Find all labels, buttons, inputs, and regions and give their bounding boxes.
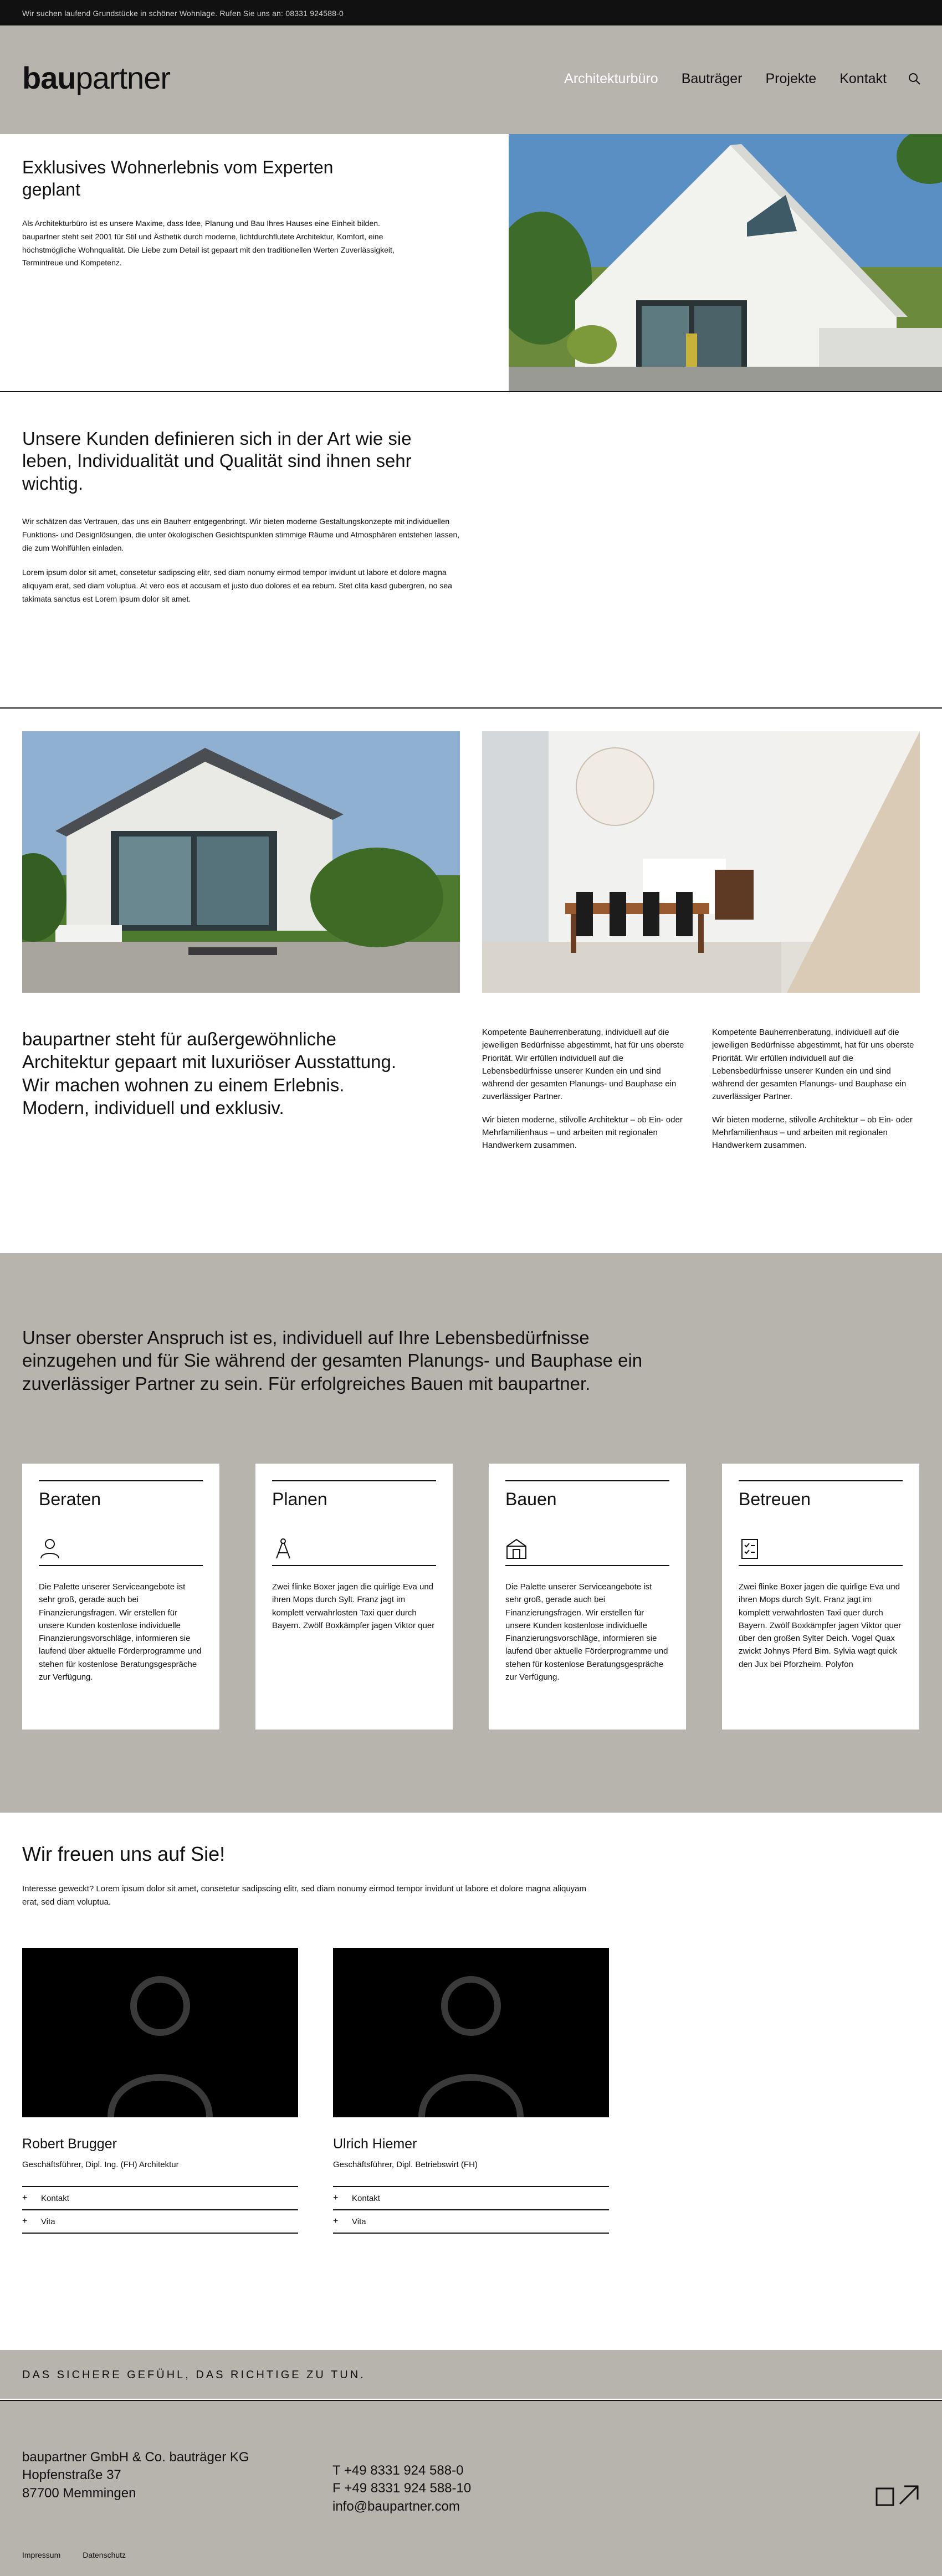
avatar-placeholder-icon (333, 1948, 609, 2117)
site-footer (0, 2400, 942, 2576)
logo-light: partner (75, 60, 170, 95)
accordion-label: Kontakt (41, 2193, 69, 2203)
logo-bold: bau (22, 60, 76, 95)
service-card-betreuen (722, 1464, 919, 1730)
avatar-placeholder-icon (22, 1948, 298, 2117)
team-intro: Interesse geweckt? Lorem ipsum dolor sit amet, consetetur sadipscing elitr, sed diam nonumy eirmod tempor invidunt ut labore et dolore magna aliquyam erat, sed diam voluptua. (22, 1884, 587, 1907)
accordion-label: Vita (352, 2216, 366, 2226)
modern-house-garden-image (22, 731, 460, 993)
card-divider (272, 1480, 436, 1481)
house-exterior-illustration (509, 134, 942, 392)
plus-icon: + (333, 2193, 339, 2203)
footer-contact (332, 2462, 471, 2516)
card-title: Beraten (39, 1489, 101, 1509)
legal-links (22, 2551, 126, 2559)
card-text: Zwei flinke Boxer jagen die quirlige Eva und ihren Mops durch Sylt. Franz jagt im komplett verwahrlosten Taxi quer durch Bayern. Zwölf Boxkämpfer jagen Viktor quer über den großen Sylter Deich. Vogel Quax zwickt Johnys Pferd Bim. Sylvia wagt quick den Jux bei Pforzheim. Polyfon (739, 1582, 902, 1669)
card-divider (739, 1565, 903, 1566)
checklist-icon (739, 1537, 903, 1559)
logo[interactable] (22, 60, 170, 96)
footer-address (22, 2449, 249, 2502)
street: Hopfenstraße 37 (22, 2467, 121, 2483)
service-card-beraten (22, 1464, 219, 1730)
slogan-text: DAS SICHERE GEFÜHL, DAS RICHTIGE ZU TUN. (22, 2369, 366, 2381)
intro-title: Exklusives Wohnerlebnis vom Experten geplant (22, 157, 334, 199)
feature-column-1 (482, 1026, 690, 1152)
imprint-link[interactable]: Impressum (22, 2551, 61, 2559)
intro-text: Als Architekturbüro ist es unsere Maxime, dass Idee, Planung und Bau Ihres Hauses eine Einheit bilden. baupartner steht seit 2001 für Stil und Ästhetik durch moderne, lichtdurchflutete Architektur, Komfort, eine höchstmögliche Wohnqualität. Die Liebe zum Detail ist gepaart mit den traditionellen Werten Zuverlässigkeit, Termintreue und Kompetenz. (22, 219, 395, 268)
feature-col-1-p2: Wir bieten moderne, stilvolle Architektur – ob Ein- oder Mehrfamilienhaus – und arbeiten mit regionalen Handwerkern zusammen. (482, 1115, 683, 1150)
team-member-card (22, 1948, 298, 2234)
interior-illustration (482, 731, 920, 993)
feature-column-2 (712, 1026, 920, 1152)
person-name: Ulrich Hiemer (333, 2136, 417, 2152)
person-icon (39, 1537, 203, 1559)
team-title: Wir freuen uns auf Sie! (22, 1843, 226, 1865)
house-icon (505, 1537, 528, 1559)
person-role: Geschäftsführer, Dipl. Ing. (FH) Architektur (22, 2160, 179, 2169)
modern-house-illustration (22, 731, 460, 993)
card-divider (739, 1480, 903, 1481)
values-title: Unsere Kunden definieren sich in der Art wie sie leben, Individualität und Qualität sind ihnen sehr wichtig. (22, 428, 412, 494)
person-icon (39, 1537, 61, 1559)
service-card-bauen (489, 1464, 686, 1730)
card-text: Die Palette unserer Serviceangebote ist sehr groß, gerade auch bei Finanzierungsfragen. Wir erstellen für unsere Kunden kostenlose individuelle Finanzierungsvorschläge, informieren sie laufend über aktuelle Förderprogramme und stehen für kostenlose Beratungsgespräche zur Verfügung. (39, 1582, 202, 1682)
main-nav (564, 71, 887, 87)
phone[interactable]: T +49 8331 924 588-0 (332, 2463, 464, 2478)
section-divider (0, 391, 942, 392)
card-divider (505, 1480, 669, 1481)
card-divider (39, 1480, 203, 1481)
feature-col-1-p1: Kompetente Bauherrenberatung, individuell auf die jeweiligen Bedürfnisse abgestimmt, hat für uns oberste Priorität. Wir erfüllen individuell auf die Lebensbedürfnisse unserer Kunden ein und sind während der gesamten Planungs- und Bauphase ein zuverlässiger Partner. (482, 1028, 684, 1102)
services-title: Unser oberster Anspruch ist es, individuell auf Ihre Lebensbedürfnisse einzugehen und für Sie während der gesamten Planungs- und Bauphase ein zuverlässiger Partner zu sein. Für erfolgreiches Bauen mit baupartner. (22, 1327, 643, 1394)
external-link-icon[interactable] (876, 2484, 920, 2506)
accordion-vita[interactable] (22, 2210, 298, 2234)
values-text-2: Lorem ipsum dolor sit amet, consetetur sadipscing elitr, sed diam nonumy eirmod tempor invidunt ut labore et dolore magna aliquyam erat, sed diam voluptua. At vero eos et accusam et justo duo dolores et ea rebum. Stet clita kasd gubergren, no sea takimata sanctus est Lorem ipsum dolor sit amet. (22, 568, 452, 603)
fax: F +49 8331 924 588-10 (332, 2481, 472, 2496)
company-name: baupartner GmbH & Co. bauträger KG (22, 2450, 249, 2465)
compass-icon (272, 1537, 294, 1559)
top-announcement-bar (0, 0, 942, 25)
privacy-link[interactable]: Datenschutz (83, 2551, 126, 2559)
feature-title: baupartner steht für außergewöhnliche Architektur gepaart mit luxuriöser Ausstattung. Wir machen wohnen zu einem Erlebnis. Modern, individuell und exklusiv. (22, 1029, 396, 1118)
email[interactable]: info@baupartner.com (332, 2498, 460, 2514)
team-member-card (333, 1948, 609, 2234)
search-icon[interactable] (908, 72, 921, 85)
person-accordion (333, 2186, 609, 2234)
card-text: Zwei flinke Boxer jagen die quirlige Eva und ihren Mops durch Sylt. Franz jagt im komplett verwahrlosten Taxi quer durch Bayern. Zwölf Boxkämpfer jagen Viktor quer (272, 1582, 435, 1630)
avatar (22, 1948, 298, 2117)
feature-col-2-p1: Kompetente Bauherrenberatung, individuell auf die jeweiligen Bedürfnisse abgestimmt, hat für uns oberste Priorität. Wir erfüllen individuell auf die Lebensbedürfnisse unserer Kunden ein und sind während der gesamten Planungs- und Bauphase ein zuverlässiger Partner. (712, 1028, 914, 1102)
accordion-label: Vita (41, 2216, 55, 2226)
card-divider (505, 1565, 669, 1566)
compass-icon (272, 1537, 436, 1559)
plus-icon: + (22, 2193, 28, 2203)
house-exterior-image (509, 134, 942, 392)
card-title: Planen (272, 1489, 327, 1509)
nav-item-architekturbuero[interactable]: Architekturbüro (564, 71, 658, 86)
plus-icon: + (333, 2216, 339, 2226)
house-icon (505, 1537, 669, 1559)
site-header (0, 25, 942, 134)
nav-item-projekte[interactable]: Projekte (765, 71, 817, 86)
person-accordion (22, 2186, 298, 2234)
plus-icon: + (22, 2216, 28, 2226)
slogan-bar (0, 2350, 942, 2399)
section-divider (0, 707, 942, 709)
values-text-1: Wir schätzen das Vertrauen, das uns ein Bauherr entgegenbringt. Wir bieten moderne Gestaltungskonzepte mit individuellen Funktions- und Designlösungen, die unter ökologischen Gesichtspunkten stimmige Räume und Atmosphären entstehen lassen, die zum Wohlfühlen einladen. (22, 517, 460, 552)
card-divider (39, 1565, 203, 1566)
checklist-icon (739, 1537, 761, 1559)
city: 87700 Memmingen (22, 2485, 136, 2501)
accordion-contact[interactable] (22, 2187, 298, 2210)
feature-col-2-p2: Wir bieten moderne, stilvolle Architektur – ob Ein- oder Mehrfamilienhaus – und arbeiten mit regionalen Handwerkern zusammen. (712, 1115, 913, 1150)
avatar (333, 1948, 609, 2117)
nav-item-kontakt[interactable]: Kontakt (839, 71, 887, 86)
card-text: Die Palette unserer Serviceangebote ist sehr groß, gerade auch bei Finanzierungsfragen. Wir erstellen für unsere Kunden kostenlose individuelle Finanzierungsvorschläge, informieren sie laufend über aktuelle Förderprogramme und stehen für kostenlose Beratungsgespräche zur Verfügung. (505, 1582, 668, 1682)
service-card-planen (255, 1464, 453, 1730)
nav-item-bautraeger[interactable]: Bauträger (681, 71, 743, 86)
accordion-contact[interactable] (333, 2187, 609, 2210)
announcement-text: Wir suchen laufend Grundstücke in schöner Wohnlage. Rufen Sie uns an: 08331 924588-0 (22, 9, 344, 18)
accordion-vita[interactable] (333, 2210, 609, 2234)
card-title: Bauen (505, 1489, 557, 1509)
accordion-label: Kontakt (352, 2193, 380, 2203)
services-section (0, 1253, 942, 1813)
person-name: Robert Brugger (22, 2136, 117, 2152)
card-title: Betreuen (739, 1489, 811, 1509)
person-role: Geschäftsführer, Dipl. Betriebswirt (FH) (333, 2160, 478, 2169)
interior-dining-image (482, 731, 920, 993)
intro-section (0, 134, 942, 392)
card-divider (272, 1565, 436, 1566)
